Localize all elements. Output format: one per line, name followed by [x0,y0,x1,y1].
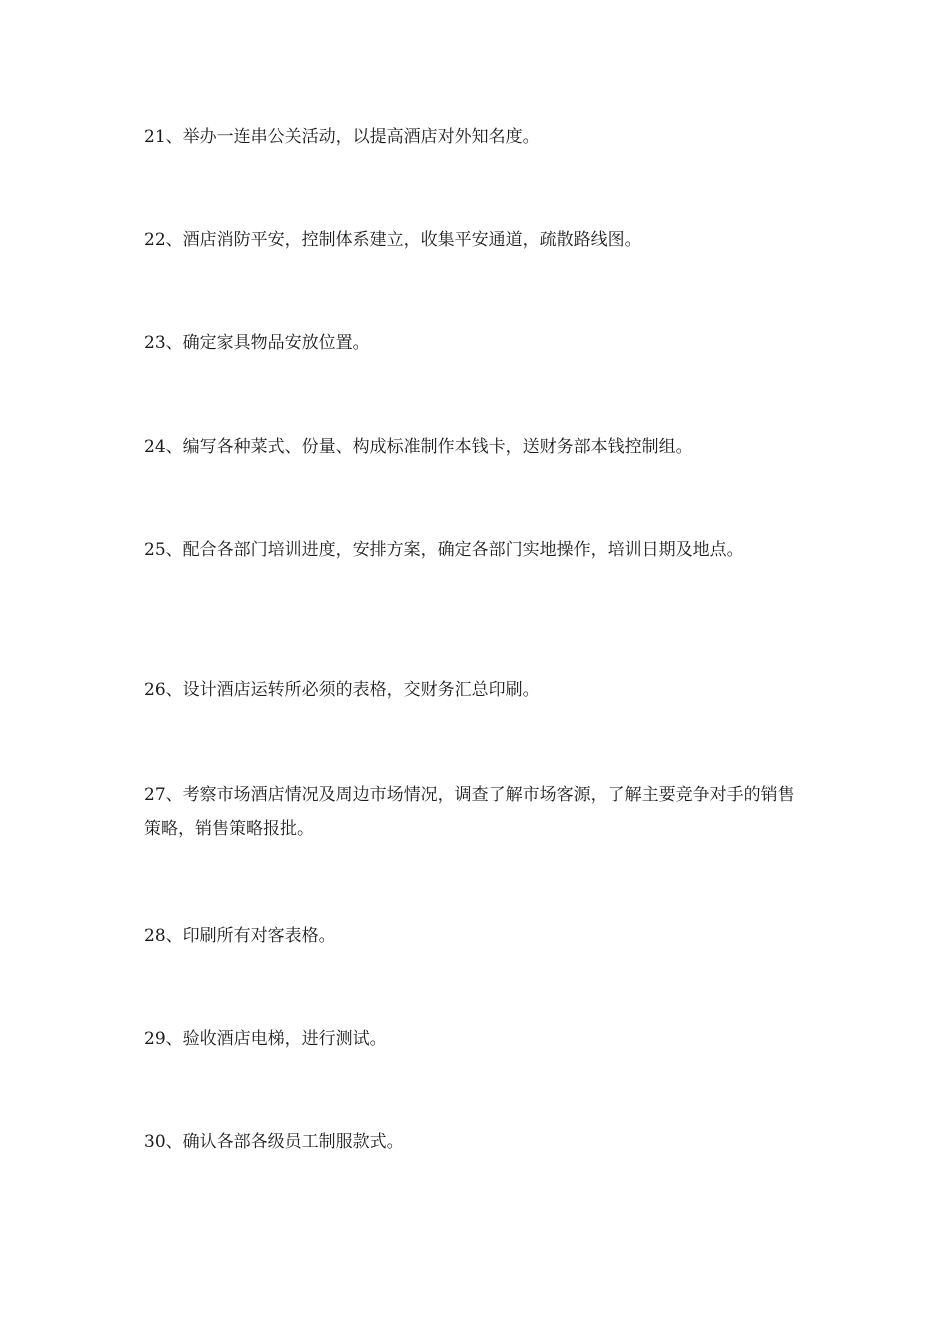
list-item: 30、确认各部各级员工制服款式。 [144,1132,404,1152]
list-item: 28、印刷所有对客表格。 [144,926,336,946]
list-item: 21、举办一连串公关活动，以提高酒店对外知名度。 [144,127,540,147]
list-item: 26、设计酒店运转所必须的表格，交财务汇总印刷。 [144,680,540,700]
list-item: 24、编写各种菜式、份量、构成标准制作本钱卡，送财务部本钱控制组。 [144,437,693,457]
list-item: 27、考察市场酒店情况及周边市场情况，调查了解市场客源，了解主要竞争对手的销售策略，销售策略报批。 [144,785,795,839]
list-item: 22、酒店消防平安，控制体系建立，收集平安通道，疏散路线图。 [144,230,642,250]
list-item: 25、配合各部门培训进度，安排方案，确定各部门实地操作，培训日期及地点。 [144,540,744,560]
list-item: 23、确定家具物品安放位置。 [144,333,370,353]
list-item: 29、验收酒店电梯，进行测试。 [144,1029,387,1049]
